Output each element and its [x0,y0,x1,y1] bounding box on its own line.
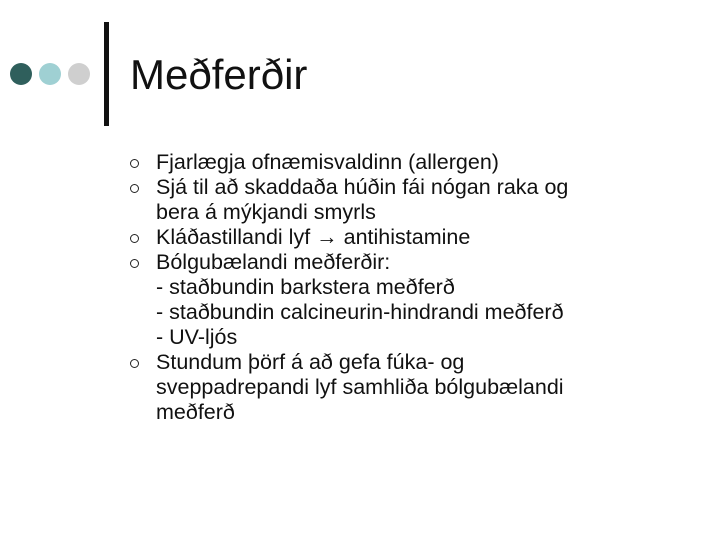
ring-bullet-icon [130,250,156,268]
bullet-text: Sjá til að skaddaða húðin fái nógan raka og bera á mýkjandi smyrls [156,175,569,224]
bullet-item [130,250,710,350]
bullet-item [130,150,710,175]
bullet-item [130,350,710,425]
bullet-text: Bólgubælandi meðferðir: - staðbundin barkstera meðferð - staðbundin calcineurin-hindrandi meðferð - UV-ljós [156,250,564,349]
bullet-text: Fjarlægja ofnæmisvaldinn (allergen) [156,150,499,174]
ring-bullet-icon [130,350,156,368]
bullet-list [130,150,710,425]
bullet-item [130,225,710,250]
bullet-text: Stundum þörf á að gefa fúka- og sveppadrepandi lyf samhliða bólgubælandi meðferð [156,350,564,424]
decorative-dots [10,63,90,85]
gray-dot [68,63,90,85]
light-blue-dot [39,63,61,85]
dark-teal-dot [10,63,32,85]
ring-bullet-icon [130,175,156,193]
ring-bullet-icon [130,225,156,243]
bullet-text: Kláðastillandi lyf → antihistamine [156,225,471,249]
title-divider [104,22,109,126]
slide-title: Meðferðir [130,51,308,98]
ring-bullet-icon [130,150,156,168]
bullet-item [130,175,710,225]
